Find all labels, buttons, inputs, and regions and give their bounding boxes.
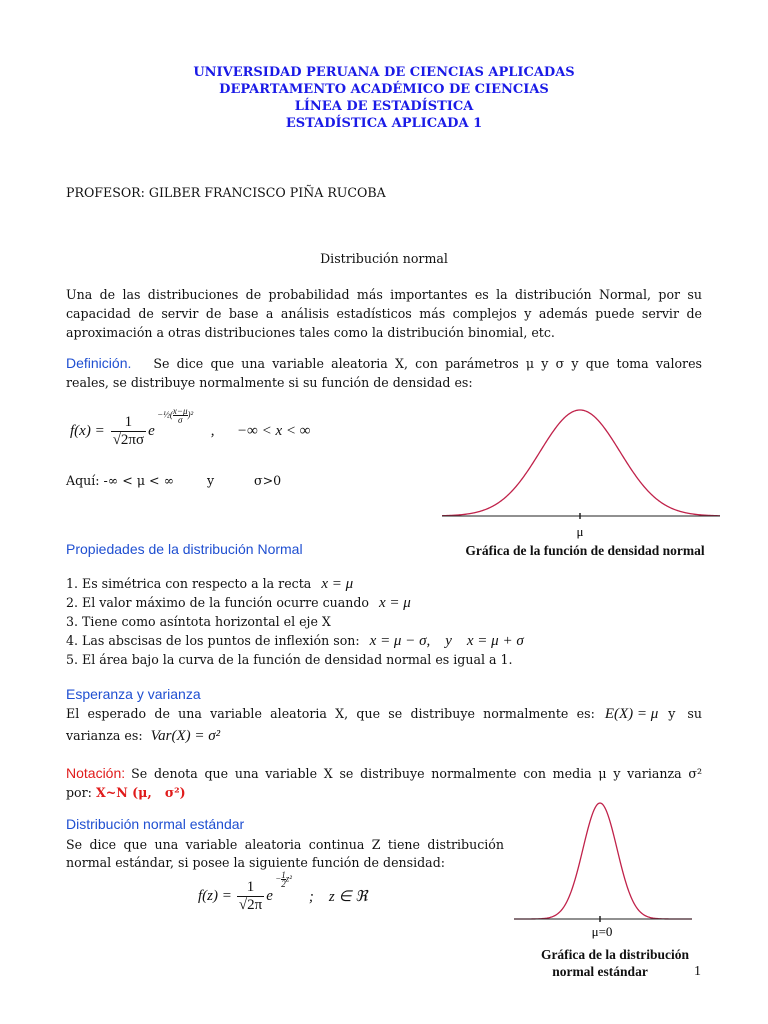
mu-label: μ [576,524,584,539]
sigma-condition: σ>0 [254,473,282,488]
property-item: 1. Es simétrica con respecto a la recta x = μ [66,576,354,592]
notation-label: Notación: [66,765,126,781]
intro-line-1: Una de las distribuciones de probabilidad más importantes es la distribución Normal, por su [66,287,702,302]
property-item: 5. El área bajo la curva de la función de densidad normal es igual a 1. [66,652,513,667]
university-name: UNIVERSIDAD PERUANA DE CIENCIAS APLICADAS [193,65,575,80]
definition-label: Definición. [66,355,132,371]
intro-line-3: aproximación a otras distribuciones tales como la distribución binomial, etc. [66,325,555,340]
notation-line-2: por: X~N (μ, σ²) [66,785,186,800]
standard-heading: Distribución normal estándar [66,816,245,832]
standard-exponent: − $\frac{1}{2}$ z² [275,869,292,889]
expectation-formula: E(X) = μ [604,706,659,722]
mu-zero-label: μ=0 [591,924,613,939]
definition-line-1: Se dice que una variable aleatoria X, con parámetros μ y σ y que toma valores [153,356,702,371]
intro-line-2: capacidad de servir de base a análisis estadísticos más complejos y además puede servir de [66,306,702,321]
formula-fraction: $\frac{1}{√2\pi\sigma}$ [112,413,145,448]
property-item: 3. Tiene como asíntota horizontal el eje X [66,614,331,629]
definition-row [66,354,702,373]
standard-fraction: $\frac{1}{√2\pi}$ [238,878,263,913]
department-name: DEPARTAMENTO ACADÉMICO DE CIENCIAS [219,82,549,97]
page-number: 1 [694,964,701,979]
notation-formula: X~N (μ, σ²) [95,785,186,800]
normal-density-chart [438,400,723,540]
properties-list [66,574,524,669]
notation-line-1: Notación: Se denota que una variable X se distribuye normalmente con media μ y varianza σ² [66,765,702,781]
properties-heading: Propiedades de la distribución Normal [66,541,303,557]
course-name: ESTADÍSTICA APLICADA 1 [285,116,483,131]
standard-line-1: Se dice que una variable aleatoria continua Z tiene distribución [66,837,504,852]
variance-formula: Var(X) = σ² [150,728,221,744]
formula-lhs: f(x) = [70,422,105,439]
document-title: Distribución normal [320,251,448,266]
property-item: 4. Las abscisas de los puntos de inflexión son: x = μ − σ, y x = μ + σ [66,633,524,649]
property-item: 2. El valor máximo de la función ocurre cuando x = μ [66,595,411,611]
standard-normal-chart [512,798,697,940]
expectation-line-1: El esperado de una variable aleatoria X, que se distribuye normalmente es: E(X) = μ y su [66,706,702,722]
parameter-range: Aquí: -∞ < μ < ∞ [66,473,175,488]
formula-range: , −∞ < x < ∞ [210,422,311,439]
standard-density-formula: f(z) = $\frac{1}{√2\pi}$ e − $\frac{1}{2}$ z² ; z ∈ ℜ [198,869,368,913]
standard-exponential: e − $\frac{1}{2}$ z² [266,869,292,904]
standard-normal-curve [514,803,692,919]
standard-domain: ; z ∈ ℜ [308,888,368,905]
formula-exponent: −½( $\frac{x-\mu}{\sigma}$ )² [157,405,194,425]
normal-density-formula [70,405,311,454]
variance-line: varianza es: Var(X) = σ² [66,728,221,744]
chart1-caption: Gráfica de la función de densidad normal [465,543,705,558]
professor-line: PROFESOR: GILBER FRANCISCO PIÑA RUCOBA [66,185,386,200]
normal-density-curve [442,410,720,516]
standard-line-2: normal estándar, si posee la siguiente función de densidad: [66,855,445,870]
chart2-caption-line-2: normal estándar [552,964,648,979]
chart2-caption-line-1: Gráfica de la distribución [540,947,690,962]
formula-exponential: e −½( $\frac{x-\mu}{\sigma}$ )² [148,405,194,439]
parameter-and: y [207,473,215,488]
definition-line-2: reales, se distribuye normalmente si su función de densidad es: [66,375,473,390]
expectation-heading: Esperanza y varianza [66,686,201,702]
line-name: LÍNEA DE ESTADÍSTICA [294,99,474,114]
